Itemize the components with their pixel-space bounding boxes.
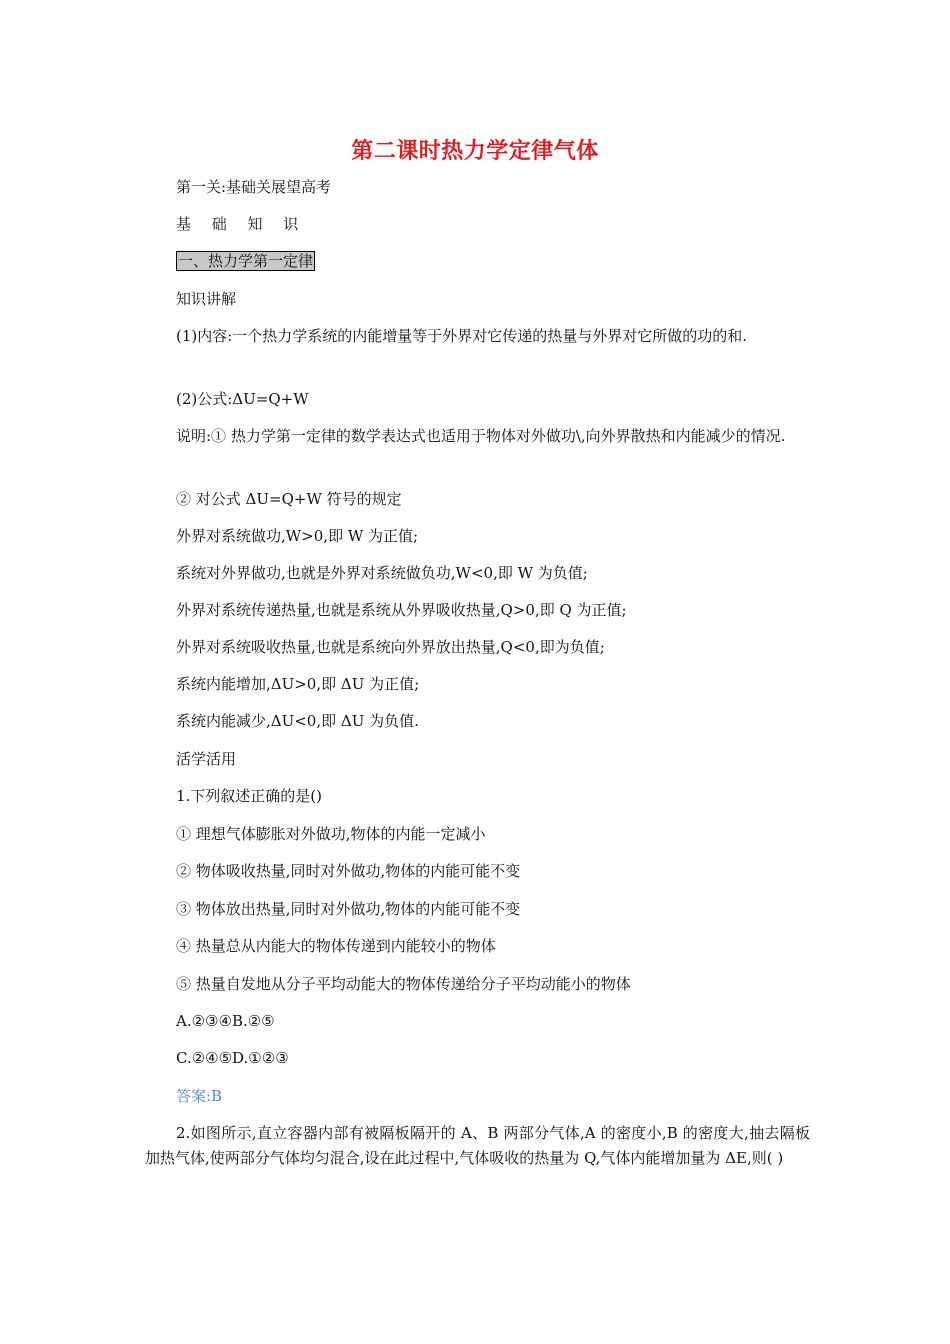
answer-text: 答案:B — [176, 1087, 223, 1105]
rule-line-5: 系统内能增加,ΔU>0,即 ΔU 为正值; — [176, 675, 420, 693]
basics-heading: 基 础 知 识 — [176, 215, 307, 233]
paragraph-content: (1)内容:一个热力学系统的内能增量等于外界对它传递的热量与外界对它所做的功的和. — [176, 327, 748, 345]
practice-heading: 活学活用 — [176, 750, 237, 768]
knowledge-heading: 知识讲解 — [176, 290, 237, 308]
rule-line-2: 系统对外界做功,也就是外界对系统做负功,W<0,即 W 为负值; — [176, 564, 588, 582]
option-5: ⑤ 热量自发地从分子平均动能大的物体传递给分子平均动能小的物体 — [176, 975, 631, 993]
section-heading — [176, 251, 315, 271]
rule-line-6: 系统内能减少,ΔU<0,即 ΔU 为负值. — [176, 712, 419, 730]
rule-line-3: 外界对系统传递热量,也就是系统从外界吸收热量,Q>0,即 Q 为正值; — [176, 601, 627, 619]
option-1: ① 理想气体膨胀对外做功,物体的内能一定减小 — [176, 825, 486, 843]
option-4: ④ 热量总从内能大的物体传递到内能较小的物体 — [176, 937, 496, 955]
rule-line-1: 外界对系统做功,W>0,即 W 为正值; — [176, 527, 419, 545]
section-title-box: 一、热力学第一定律 — [178, 252, 314, 270]
question-2: 2.如图所示,直立容器内部有被隔板隔开的 A、B 两部分气体,A 的密度小,B 的密度大,抽去隔板加热气体,使两部分气体均匀混合,设在此过程中,气体吸收的热量为 Q,气体内能增加量为 ΔE,则( ) — [145, 1124, 810, 1167]
paragraph-sign-rule: ② 对公式 ΔU=Q+W 符号的规定 — [176, 490, 402, 508]
rule-line-4: 外界对系统吸收热量,也就是系统向外界放出热量,Q<0,即为负值; — [176, 638, 605, 656]
paragraph-note: 说明:① 热力学第一定律的数学表达式也适用于物体对外做功\,向外界散热和内能减少的情况. — [176, 427, 786, 445]
paragraph-formula: (2)公式:ΔU=Q+W — [176, 390, 309, 408]
choices-ab: A.②③④B.②⑤ — [176, 1012, 275, 1030]
question-1: 1.下列叙述正确的是() — [176, 787, 323, 805]
choices-cd: C.②④⑤D.①②③ — [176, 1049, 289, 1067]
page-title: 第二课时热力学定律气体 — [351, 139, 599, 164]
level-heading: 第一关:基础关展望高考 — [176, 178, 332, 196]
option-3: ③ 物体放出热量,同时对外做功,物体的内能可能不变 — [176, 900, 521, 918]
option-2: ② 物体吸收热量,同时对外做功,物体的内能可能不变 — [176, 862, 521, 880]
